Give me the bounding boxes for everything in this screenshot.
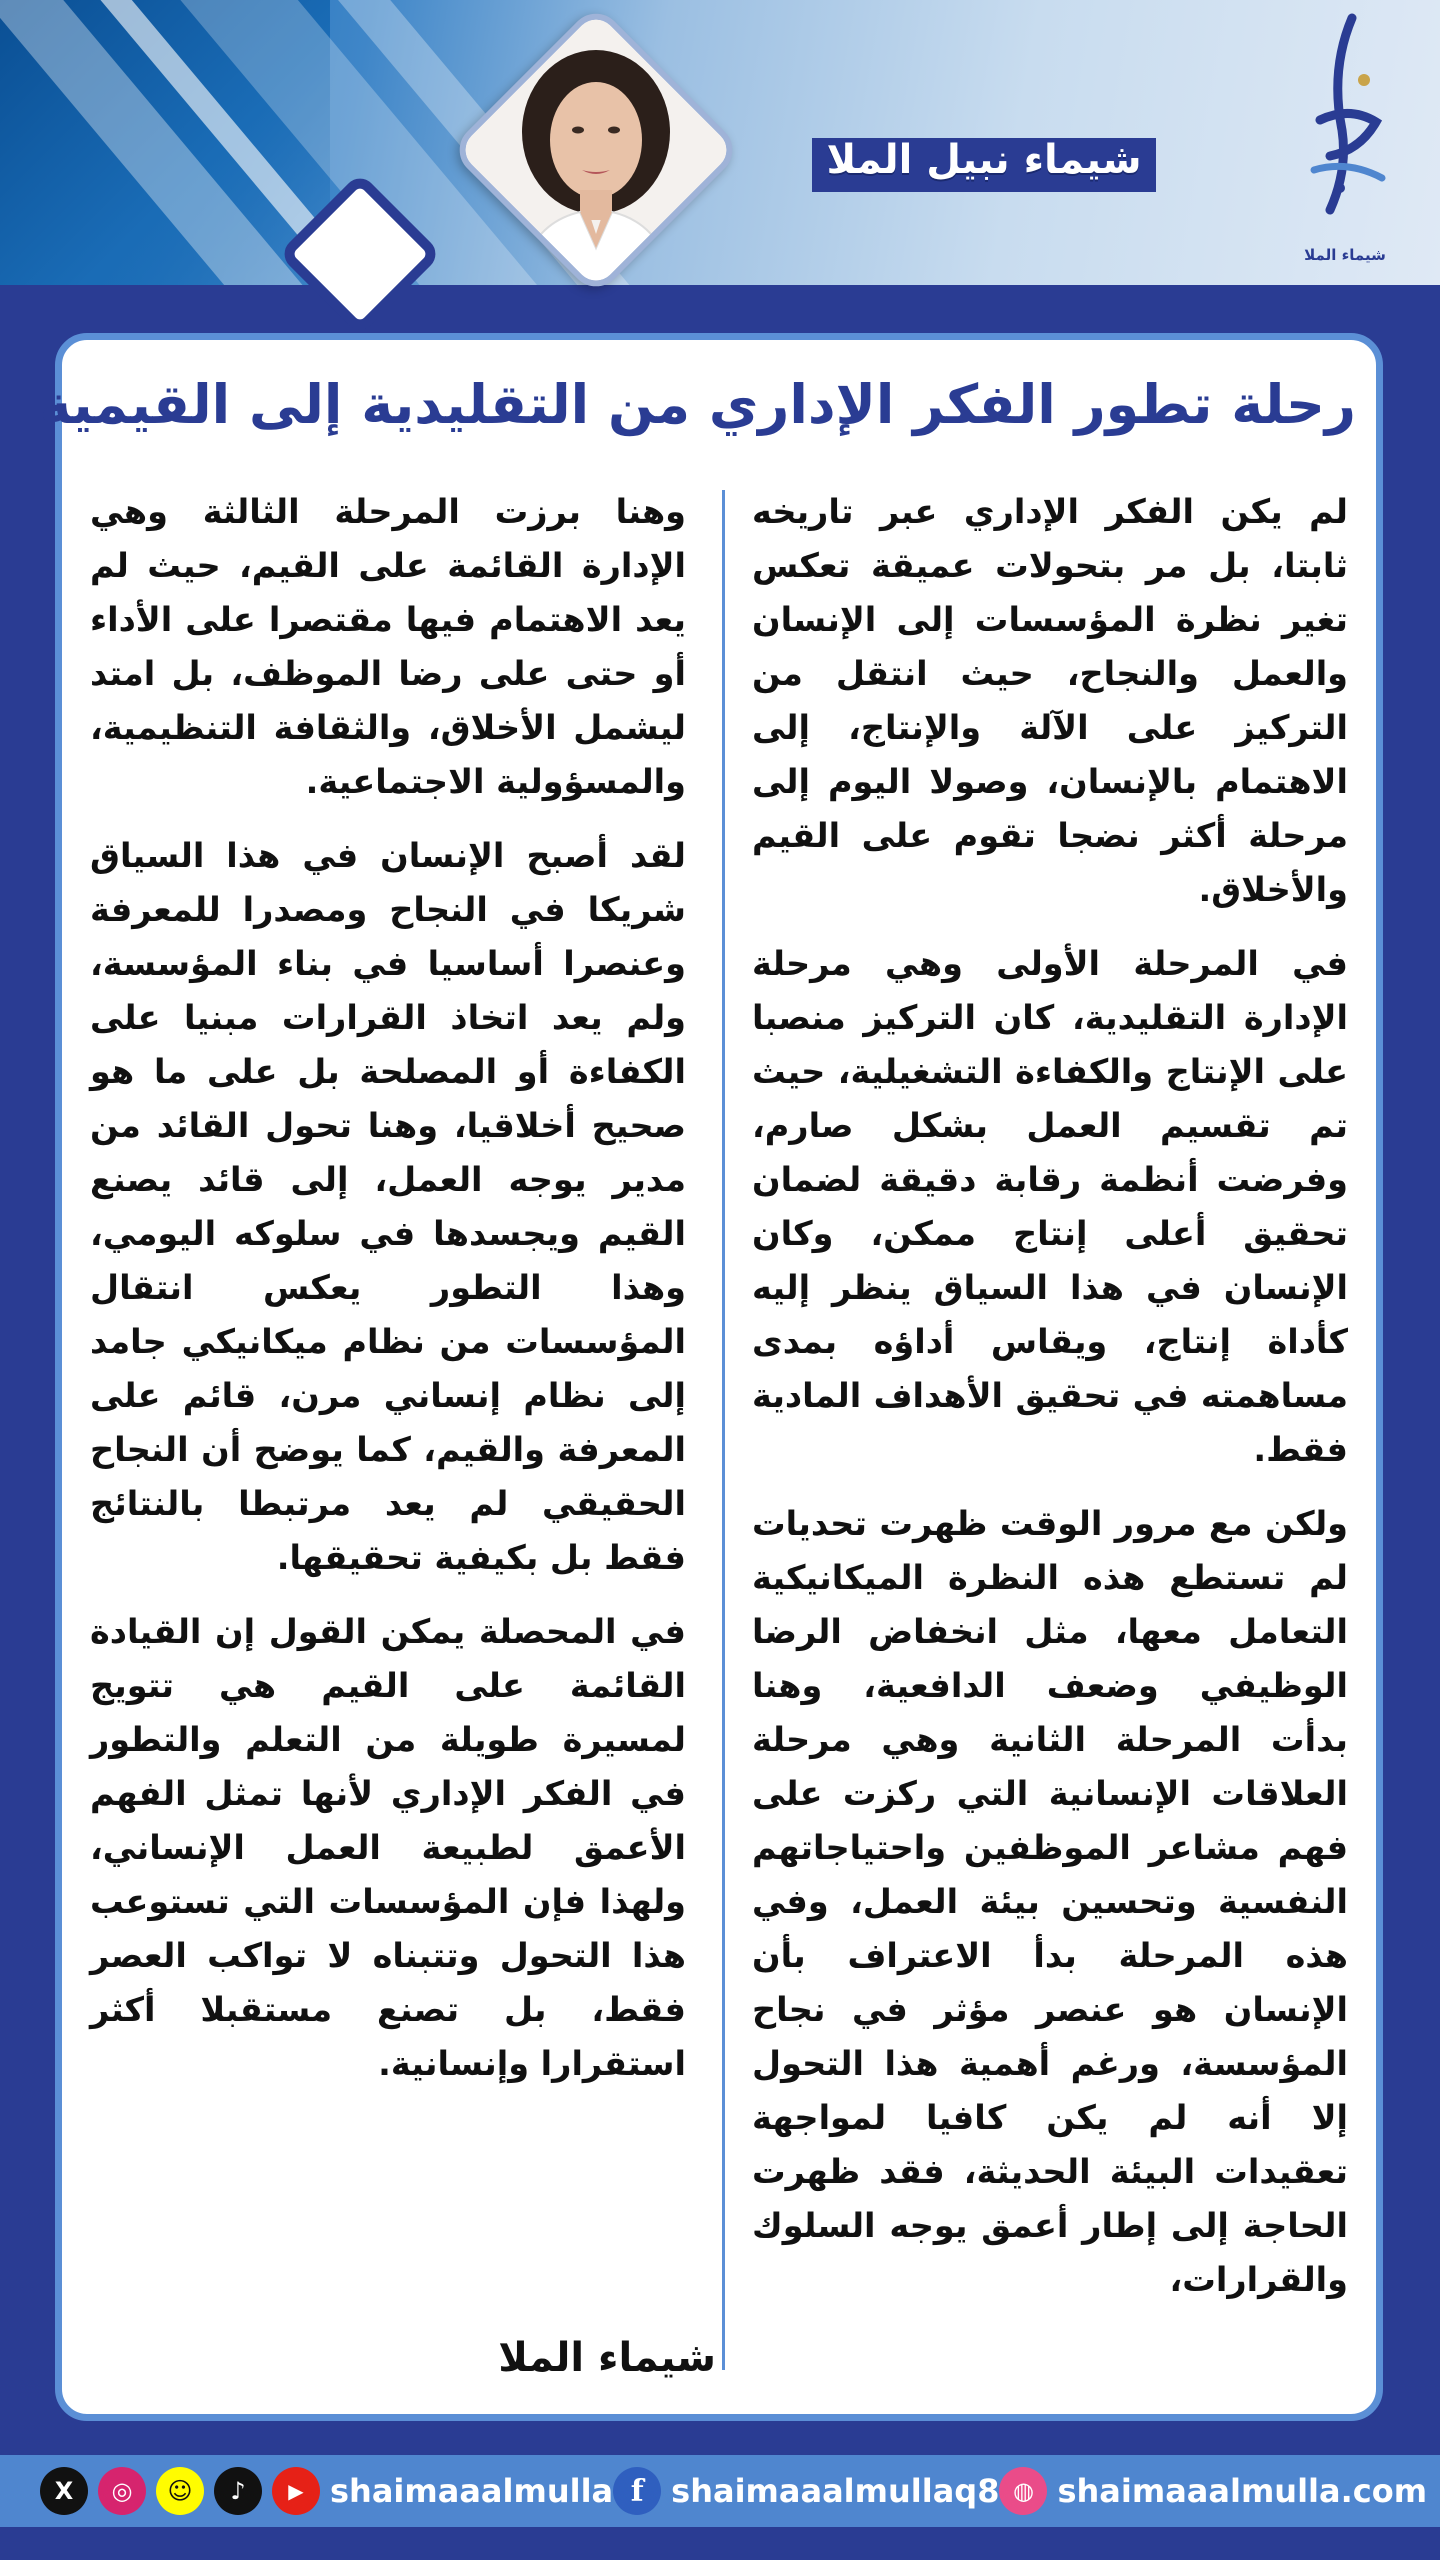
paragraph: في المحصلة يمكن القول إن القيادة القائمة على القيم هي تتويج لمسيرة طويلة من التعلم والتطور في الفكر الإداري لأنها تمثل الفهم الأعمق لطبيعة العمل الإنساني، ولهذا فإن المؤسسات التي تستوعب هذا التحول وتتبناه لا تواكب العصر فقط، بل تصنع مستقبلا أكثر استقرارا وإنسانية. [90,1612,686,2083]
bottom-strip [0,2527,1440,2560]
logo-caption: شيماء الملا [1304,246,1386,264]
social-group-main [40,2467,613,2515]
paragraph: لم يكن الفكر الإداري عبر تاريخه ثابتا، بل مر بتحولات عميقة تعكس تغير نظرة المؤسسات إلى الإنسان والعمل والنجاح، حيث انتقل من التركيز على الآلة والإنتاج، إلى الاهتمام بالإنسان، وصولا اليوم إلى مرحلة أكثر نضجا تقوم على القيم والأخلاق. [752,492,1348,909]
article-column-right [752,485,1348,2327]
facebook-icon[interactable]: f [613,2467,661,2515]
social-handle-link[interactable]: shaimaaalmulla [330,2472,614,2510]
brand-logo-icon [1290,10,1400,220]
article-signature: شيماء الملا [498,2335,716,2381]
article-card [39,333,1383,2421]
social-group-website [999,2467,1427,2515]
x-icon[interactable]: X [40,2467,88,2515]
instagram-icon[interactable]: ◎ [98,2467,146,2515]
snapchat-icon[interactable]: ☺ [156,2467,204,2515]
website-link[interactable]: shaimaaalmulla.com [1057,2472,1428,2510]
author-name: شيماء نبيل الملا [826,137,1142,183]
youtube-icon[interactable]: ▶ [272,2467,320,2515]
tiktok-icon[interactable]: ♪ [214,2467,262,2515]
paragraph: لقد أصبح الإنسان في هذا السياق شريكا في النجاح ومصدرا للمعرفة وعنصرا أساسيا في بناء المؤسسة، ولم يعد اتخاذ القرارات مبنيا على الكفاءة أو المصلحة بل على ما هو صحيح أخلاقيا، وهنا تحول القائد من مدير يوجه العمل، إلى قائد يصنع القيم ويجسدها في سلوكه اليومي، وهذا التطور يعكس انتقال المؤسسات من نظام ميكانيكي جامد إلى نظام إنساني مرن، قائم على المعرفة والقيم، كما يوضح أن النجاح الحقيقي لم يعد مرتبطا بالنتائج فقط بل بكيفية تحقيقها. [90,836,686,1577]
social-group-facebook [613,2467,999,2515]
article-title: رحلة تطور الفكر الإداري من التقليدية إلى القيمية [39,373,1356,436]
article-column-left [90,485,686,2111]
column-divider [722,490,725,2370]
footer-social-bar [0,2455,1440,2527]
facebook-handle-link[interactable]: shaimaaalmullaq8 [671,2472,1000,2510]
paragraph: وهنا برزت المرحلة الثالثة وهي الإدارة القائمة على القيم، حيث لم يعد الاهتمام فيها مقتصرا على الأداء أو حتى على رضا الموظف، بل امتد ليشمل الأخلاق، والثقافة التنظيمية، والمسؤولية الاجتماعية. [90,492,686,801]
dribbble-icon[interactable]: ◍ [999,2467,1047,2515]
paragraph: في المرحلة الأولى وهي مرحلة الإدارة التقليدية، كان التركيز منصبا على الإنتاج والكفاءة التشغيلية، حيث تم تقسيم العمل بشكل صارم، وفرضت أنظمة رقابة دقيقة لضمان تحقيق أعلى إنتاج ممكن، وكان الإنسان في هذا السياق ينظر إليه كأداة إنتاج، ويقاس أداؤه بمدى مساهمته في تحقيق الأهداف المادية فقط. [752,944,1348,1469]
paragraph: ولكن مع مرور الوقت ظهرت تحديات لم تستطع هذه النظرة الميكانيكية التعامل معها، مثل انخفاض الرضا الوظيفي وضعف الدافعية، وهنا بدأت المرحلة الثانية وهي مرحلة العلاقات الإنسانية التي ركزت على فهم مشاعر الموظفين واحتياجاتهم النفسية وتحسين بيئة العمل، وفي هذه المرحلة بدأ الاعتراف بأن الإنسان هو عنصر مؤثر في نجاح المؤسسة، ورغم أهمية هذا التحول إلا أنه لم يكن كافيا لمواجهة تعقيدات البيئة الحديثة، فقد ظهرت الحاجة إلى إطار أعمق يوجه السلوك والقرارات، [752,1504,1348,2299]
